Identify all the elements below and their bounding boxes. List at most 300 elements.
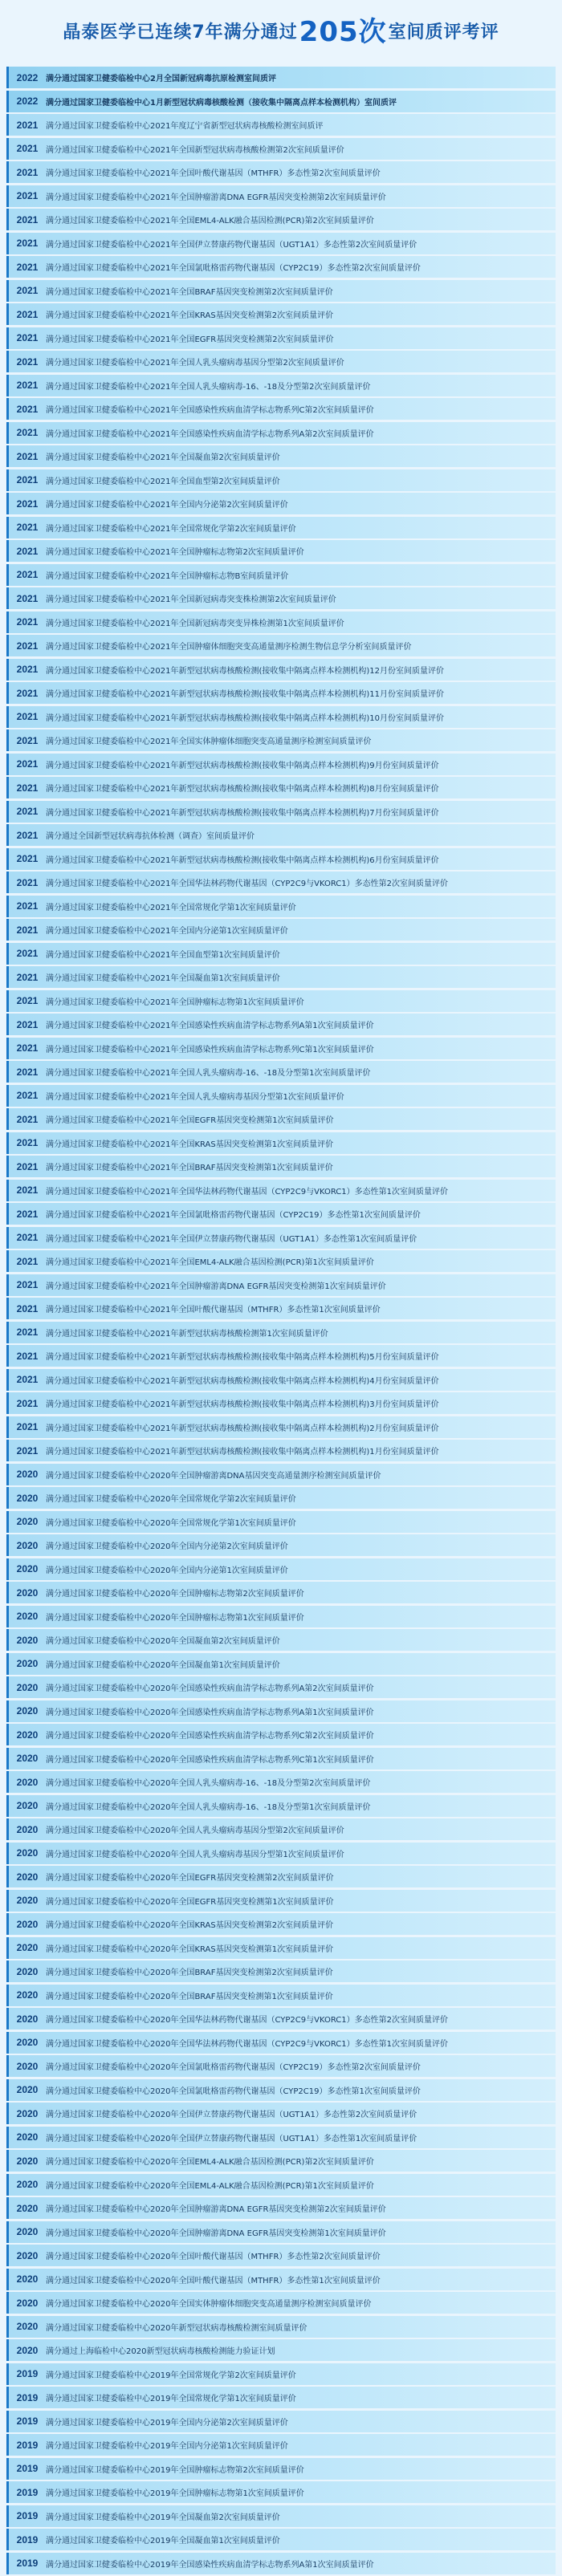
list-item-year: 2020 (16, 1800, 39, 1811)
list-item (6, 2529, 556, 2550)
list-item-text: 满分通过国家卫健委临检中心2020年全国伊立替康药物代谢基因（UGT1A1）多态性第1次室间质量评价 (46, 2134, 417, 2143)
list-item-year: 2021 (16, 734, 39, 746)
list-item (6, 1771, 556, 1793)
list-item (6, 1108, 556, 1130)
list-item-text: 满分通过国家卫健委临检中心2021年全国氯吡格雷药物代谢基因（CYP2C19）多态性第2次室间质量评价 (46, 264, 421, 273)
list-item-year: 2021 (16, 427, 39, 438)
list-item-text: 满分通过国家卫健委临检中心2020年全国内分泌第2次室间质量评价 (46, 1542, 288, 1551)
list-item-year: 2021 (16, 616, 39, 628)
list-item-text: 满分通过国家卫健委临检中心2020年全国常规化学第2次室间质量评价 (46, 1495, 296, 1504)
list-item-year: 2019 (16, 2391, 39, 2403)
list-item-year: 2021 (16, 569, 39, 580)
list-item-text: 满分通过国家卫健委临检中心2021年全国BRAF基因突变检测第2次室间质量评价 (46, 287, 333, 297)
list-item (6, 2387, 556, 2408)
list-item-year: 2021 (16, 1397, 39, 1409)
list-item (6, 303, 556, 325)
list-item (6, 848, 556, 870)
list-item (6, 2197, 556, 2219)
list-item-text: 满分通过国家卫健委临检中心2019年全国凝血第1次室间质量评价 (46, 2537, 280, 2546)
list-item-year: 2020 (16, 1705, 39, 1717)
list-item-text: 满分通过国家卫健委临检中心2020年全国实体肿瘤体细胞突变高通量测序检测室间质量评价 (46, 2300, 372, 2309)
list-item (6, 1274, 556, 1296)
list-item-text: 满分通过国家卫健委临检中心2021年全国内分泌第2次室间质量评价 (46, 501, 288, 510)
list-item-year: 2019 (16, 2439, 39, 2451)
list-item-text: 满分通过国家卫健委临检中心2021年新型冠状病毒核酸检测(接收集中隔离点样本检测机构)8月份室间质量评价 (46, 785, 439, 794)
list-item (6, 659, 556, 681)
list-item-text: 满分通过国家卫健委临检中心2019年全国内分泌第2次室间质量评价 (46, 2418, 288, 2428)
list-item-text: 满分通过国家卫健委临检中心2021年新型冠状病毒核酸检测(接收集中隔离点样本检测机构)4月份室间质量评价 (46, 1376, 439, 1386)
list-item (6, 2434, 556, 2456)
list-item (6, 1156, 556, 1177)
list-item-year: 2021 (16, 900, 39, 912)
list-item (6, 493, 556, 514)
list-item-text: 满分通过国家卫健委临检中心2021年新型冠状病毒核酸检测(接收集中隔离点样本检测机构)5月份室间质量评价 (46, 1353, 439, 1362)
list-item-text: 满分通过国家卫健委临检中心2021年全国感染性疾病血清学标志物系列A第2次室间质量评价 (46, 429, 374, 439)
list-item-year: 2021 (16, 1113, 39, 1125)
list-item (6, 209, 556, 230)
list-item-text: 满分通过国家卫健委临检中心2021年全国华法林药物代谢基因（CYP2C9与VKORC1）多态性第1次室间质量评价 (46, 1187, 448, 1197)
list-item-year: 2020 (16, 2013, 39, 2025)
list-item (6, 872, 556, 893)
list-item-year: 2020 (16, 1516, 39, 1527)
list-item-text: 满分通过国家卫健委临检中心2021年全国新冠病毒突变株检测第2次室间质量评价 (46, 595, 336, 604)
list-item (6, 469, 556, 491)
list-item-year: 2020 (16, 1895, 39, 1906)
list-item-text: 满分通过国家卫健委临检中心2021年新型冠状病毒核酸检测(接收集中隔离点样本检测机构)1月份室间质量评价 (46, 1448, 439, 1457)
list-item-text: 满分通过国家卫健委临检中心2021年全国肿瘤游离DNA EGFR基因突变检测第1次室间质量评价 (46, 1282, 386, 1291)
list-item (6, 1534, 556, 1556)
list-item-year: 2019 (16, 2463, 39, 2474)
list-item-text: 满分通过国家卫健委临检中心2021年新型冠状病毒核酸检测(接收集中隔离点样本检测机构)10月份室间质量评价 (46, 713, 444, 723)
list-item-year: 2020 (16, 1871, 39, 1883)
list-item-year: 2021 (16, 380, 39, 391)
list-item-year: 2019 (16, 2533, 39, 2546)
list-item-text: 满分通过国家卫健委临检中心2020年全国人乳头瘤病毒基因分型第2次室间质量评价 (46, 1826, 344, 1835)
page-title (0, 0, 562, 61)
list-item (6, 1487, 556, 1509)
list-item-text: 满分通过国家卫健委临检中心2020年全国感染性疾病血清学标志物系列A第2次室间质量评价 (46, 1684, 374, 1693)
list-item-text: 满分通过国家卫健委临检中心2021年全国实体肿瘤体细胞突变高通量测序检测室间质量评价 (46, 737, 372, 746)
list-item-text: 满分通过国家卫健委临检中心2021年全国感染性疾病血清学标志物系列C第2次室间质量评价 (46, 406, 374, 415)
title-prefix: 晶泰医学已连续7年满分通过 (63, 22, 298, 43)
list-item (6, 2055, 556, 2077)
list-item-year: 2021 (16, 1444, 39, 1457)
list-item-year: 2021 (16, 356, 39, 368)
list-item (6, 1392, 556, 1414)
list-item (6, 2363, 556, 2385)
list-item-text: 满分通过国家卫健委临检中心2021年新型冠状病毒核酸检测(接收集中隔离点样本检测机构)2月份室间质量评价 (46, 1424, 439, 1433)
list-item (6, 1250, 556, 1272)
list-item-year: 2020 (16, 2321, 39, 2332)
list-item (6, 1203, 556, 1225)
list-item-text: 满分通过国家卫健委临检中心2021年新型冠状病毒核酸检测(接收集中隔离点样本检测机构)9月份室间质量评价 (46, 761, 439, 770)
list-item-text: 满分通过国家卫健委临检中心2021年全国叶酸代谢基因（MTHFR）多态性第1次室间质量评价 (46, 1306, 381, 1314)
list-item-year: 2020 (16, 2297, 39, 2309)
list-item-text: 满分通过国家卫健委临检中心2019年全国肿瘤标志物第1次室间质量评价 (46, 2489, 304, 2498)
list-item-text: 满分通过国家卫健委临检中心2021年全国凝血第1次室间质量评价 (46, 974, 280, 983)
list-item-year: 2021 (16, 1160, 39, 1172)
list-item (6, 2079, 556, 2101)
list-item-text: 满分通过国家卫健委临检中心2021年全国人乳头瘤病毒-16、-18及分型第1次室间质量评价 (46, 1069, 371, 1078)
list-item (6, 67, 556, 88)
list-item-year: 2021 (16, 450, 39, 462)
list-item-text: 满分通过国家卫健委临检中心2020年全国感染性疾病血清学标志物系列C第2次室间质量评价 (46, 1732, 374, 1741)
list-item (6, 1700, 556, 1722)
list-item (6, 1298, 556, 1319)
list-item (6, 729, 556, 751)
list-item-text: 满分通过国家卫健委临检中心2021年新型冠状病毒核酸检测(接收集中隔离点样本检测机构)11月份室间质量评价 (46, 690, 444, 699)
list-item-text: 满分通过国家卫健委临检中心2021年全国血型第2次室间质量评价 (46, 477, 280, 486)
list-item-text: 满分通过国家卫健委临检中心2021年全国感染性疾病血清学标志物系列C第1次室间质量评价 (46, 1045, 374, 1054)
list-item-text: 满分通过国家卫健委临检中心2020年全国华法林药物代谢基因（CYP2C9与VKORC1）多态性第1次室间质量评价 (46, 2039, 448, 2049)
list-item-text: 满分通过国家卫健委临检中心2021年全国肿瘤标志物第1次室间质量评价 (46, 997, 304, 1007)
list-item-text: 满分通过国家卫健委临检中心2021年全国KRAS基因突变检测第1次室间质量评价 (46, 1140, 334, 1149)
list-item-text: 满分通过国家卫健委临检中心2020年全国常规化学第1次室间质量评价 (46, 1518, 296, 1528)
list-item-year: 2021 (16, 261, 39, 273)
list-item-year: 2020 (16, 1989, 39, 2001)
list-item-text: 满分通过国家卫健委临检中心2021年全国BRAF基因突变检测第1次室间质量评价 (46, 1164, 333, 1172)
list-item-text: 满分通过国家卫健委临检中心2020年全国EML4-ALK融合基因检测(PCR)第1次室间质量评价 (46, 2181, 374, 2191)
list-item-text: 满分通过国家卫健委临检中心1月新型冠状病毒核酸检测（接收集中隔离点样本检测机构）室间质评 (46, 98, 397, 108)
list-item-text: 满分通过全国新型冠状病毒抗体检测（调查）室间质量评价 (46, 832, 255, 841)
list-item (6, 1913, 556, 1935)
list-item (6, 754, 556, 775)
list-item-year: 2021 (16, 1042, 39, 1054)
list-item-text: 满分通过国家卫健委临检中心2020年全国EGFR基因突变检测第2次室间质量评价 (46, 1874, 334, 1883)
list-item-text: 满分通过国家卫健委临检中心2021年新型冠状病毒核酸检测(接收集中隔离点样本检测机构)12月份室间质量评价 (46, 666, 444, 676)
list-item-year: 2021 (16, 971, 39, 983)
list-item-year: 2020 (16, 2226, 39, 2237)
list-item-year: 2021 (16, 1302, 39, 1314)
list-item (6, 564, 556, 586)
list-item-text: 满分通过国家卫健委临检中心2021年全国华法林药物代谢基因（CYP2C9与VKORC1）多态性第2次室间质量评价 (46, 880, 448, 888)
list-item (6, 2505, 556, 2527)
list-item (6, 919, 556, 941)
list-item-text: 满分通过国家卫健委临检中心2021年全国常规化学第2次室间质量评价 (46, 524, 296, 534)
list-item-text: 满分通过国家卫健委临检中心2020年全国感染性疾病血清学标志物系列C第1次室间质量评价 (46, 1755, 374, 1765)
list-item-text: 满分通过国家卫健委临检中心2020年全国KRAS基因突变检测第1次室间质量评价 (46, 1944, 334, 1954)
list-item-year: 2021 (16, 640, 39, 652)
list-item (6, 256, 556, 278)
list-item-year: 2021 (16, 1208, 39, 1220)
list-item-text: 满分通过国家卫健委临检中心2020年全国KRAS基因突变检测第2次室间质量评价 (46, 1921, 334, 1930)
list-item-text: 满分通过国家卫健委临检中心2020年全国伊立替康药物代谢基因（UGT1A1）多态性第2次室间质量评价 (46, 2111, 417, 2119)
list-item (6, 2127, 556, 2148)
list-item-year: 2021 (16, 948, 39, 959)
list-item-text: 满分通过国家卫健委临检中心2020年全国EGFR基因突变检测第1次室间质量评价 (46, 1897, 334, 1907)
list-item-year: 2020 (16, 2107, 39, 2119)
list-item-text: 满分通过国家卫健委临检中心2021年全国常规化学第1次室间质量评价 (46, 903, 296, 912)
list-item (6, 682, 556, 704)
list-item-year: 2021 (16, 1279, 39, 1290)
list-item (6, 2481, 556, 2503)
list-item-year: 2020 (16, 1587, 39, 1599)
list-item (6, 2221, 556, 2243)
list-item (6, 1843, 556, 1864)
list-item-year: 2021 (16, 924, 39, 936)
list-item-text: 满分通过国家卫健委临检中心2021年全国叶酸代谢基因（MTHFR）多态性第2次室间质量评价 (46, 169, 381, 178)
list-item (6, 1748, 556, 1769)
list-item-year: 2021 (16, 166, 39, 178)
list-item-year: 2020 (16, 2344, 39, 2356)
list-item (6, 2553, 556, 2574)
list-item-year: 2021 (16, 143, 39, 154)
list-item-year: 2021 (16, 1184, 39, 1196)
list-item (6, 1937, 556, 1959)
list-item-text: 满分通过国家卫健委临检中心2020年全国人乳头瘤病毒基因分型第1次室间质量评价 (46, 1850, 344, 1859)
list-item-year: 2021 (16, 758, 39, 770)
list-item (6, 2174, 556, 2196)
list-item-year: 2021 (16, 308, 39, 320)
list-item (6, 185, 556, 207)
list-item (6, 966, 556, 988)
list-item (6, 801, 556, 823)
list-item-year: 2021 (16, 1090, 39, 1101)
list-item-year: 2022 (16, 71, 39, 83)
list-item-text: 满分通过国家卫健委临检中心2021年新型冠状病毒核酸检测(接收集中隔离点样本检测机构)3月份室间质量评价 (46, 1400, 439, 1409)
list-item (6, 2150, 556, 2172)
list-item (6, 1132, 556, 1154)
list-item-year: 2020 (16, 1658, 39, 1669)
list-item (6, 1606, 556, 1627)
list-item (6, 1322, 556, 1343)
list-item-year: 2019 (16, 2368, 39, 2379)
list-item-text: 满分通过国家卫健委临检中心2021年全国感染性疾病血清学标志物系列A第1次室间质量评价 (46, 1022, 374, 1030)
list-item (6, 2103, 556, 2124)
list-item-year: 2021 (16, 711, 39, 722)
list-item-year: 2019 (16, 2558, 39, 2569)
list-item-text: 满分通过国家卫健委临检中心2021年全国新冠病毒突变异株检测第1次室间质量评价 (46, 619, 344, 628)
list-item-year: 2020 (16, 2155, 39, 2167)
list-item-text: 满分通过国家卫健委临检中心2021年新型冠状病毒核酸检测(接收集中隔离点样本检测机构)7月份室间质量评价 (46, 808, 439, 818)
list-item-year: 2020 (16, 1469, 39, 1480)
list-item (6, 943, 556, 965)
list-item (6, 1582, 556, 1603)
list-item (6, 1960, 556, 1982)
list-item (6, 824, 556, 846)
list-item (6, 233, 556, 254)
list-item-text: 满分通过国家卫健委临检中心2021年全国EML4-ALK融合基因检测(PCR)第1次室间质量评价 (46, 1258, 374, 1267)
list-item-year: 2021 (16, 1350, 39, 1362)
list-item (6, 2245, 556, 2266)
list-item-text: 满分通过国家卫健委临检中心2020年全国叶酸代谢基因（MTHFR）多态性第2次室间质量评价 (46, 2253, 381, 2261)
list-item-text: 满分通过国家卫健委临检中心2020年全国BRAF基因突变检测第1次室间质量评价 (46, 1992, 333, 2001)
list-item-year: 2020 (16, 1634, 39, 1646)
list-item-year: 2020 (16, 2131, 39, 2143)
list-item-year: 2020 (16, 2060, 39, 2072)
list-item (6, 1629, 556, 1651)
list-item-year: 2021 (16, 995, 39, 1006)
list-item (6, 398, 556, 420)
list-item-year: 2021 (16, 1327, 39, 1338)
list-item-year: 2019 (16, 2416, 39, 2427)
list-item-year: 2021 (16, 853, 39, 864)
list-item (6, 1985, 556, 2006)
list-item-text: 满分通过国家卫健委临检中心2020年全国肿瘤游离DNA EGFR基因突变检测第1次室间质量评价 (46, 2229, 386, 2238)
list-item (6, 2292, 556, 2314)
list-item (6, 540, 556, 562)
list-item-year: 2021 (16, 545, 39, 557)
list-item (6, 1795, 556, 1817)
list-item (6, 1464, 556, 1485)
list-item-text: 满分通过国家卫健委临检中心2019年全国内分泌第1次室间质量评价 (46, 2442, 288, 2451)
list-item (6, 2316, 556, 2338)
list-item (6, 517, 556, 538)
list-item-year: 2021 (16, 285, 39, 296)
list-item-year: 2020 (16, 2249, 39, 2261)
list-item (6, 706, 556, 728)
list-item (6, 611, 556, 633)
list-item (6, 1345, 556, 1367)
title-suffix: 室间质评考评 (388, 22, 499, 43)
list-item-year: 2021 (16, 1255, 39, 1267)
list-item-text: 满分通过国家卫健委临检中心2021年全国EML4-ALK融合基因检测(PCR)第2次室间质量评价 (46, 217, 374, 226)
list-item (6, 1511, 556, 1533)
list-item-text: 满分通过国家卫健委临检中心2020年全国人乳头瘤病毒-16、-18及分型第2次室间质量评价 (46, 1779, 371, 1788)
list-item (6, 1416, 556, 1438)
list-item (6, 1724, 556, 1745)
list-item (6, 280, 556, 302)
list-item (6, 1653, 556, 1675)
list-item-year: 2021 (16, 403, 39, 415)
list-item-year: 2020 (16, 1681, 39, 1693)
list-item-year: 2021 (16, 1137, 39, 1148)
list-item-year: 2021 (16, 592, 39, 604)
list-item (6, 1866, 556, 1887)
list-item-text: 满分通过国家卫健委临检中心2020年全国凝血第1次室间质量评价 (46, 1660, 280, 1670)
list-item-year: 2020 (16, 1729, 39, 1741)
list-item-text: 满分通过国家卫健委临检中心2020年全国BRAF基因突变检测第2次室间质量评价 (46, 1969, 333, 1977)
list-item-year: 2021 (16, 238, 39, 249)
list-item-year: 2022 (16, 95, 39, 107)
list-item-year: 2020 (16, 1918, 39, 1930)
list-item-year: 2020 (16, 2179, 39, 2190)
list-item (6, 2411, 556, 2432)
list-item-year: 2021 (16, 829, 39, 841)
list-item-year: 2021 (16, 687, 39, 699)
list-item (6, 1227, 556, 1249)
list-item (6, 445, 556, 467)
list-item-year: 2021 (16, 1374, 39, 1385)
list-item-text: 满分通过国家卫健委临检中心2019年全国感染性疾病血清学标志物系列A第1次室间质量评价 (46, 2560, 374, 2570)
list-item-year: 2021 (16, 522, 39, 533)
list-item-text: 满分通过国家卫健委临检中心2021年全国内分泌第1次室间质量评价 (46, 927, 288, 936)
list-item-text: 满分通过国家卫健委临检中心2021年全国伊立替康药物代谢基因（UGT1A1）多态性第2次室间质量评价 (46, 240, 417, 250)
list-item-text: 满分通过国家卫健委临检中心2020年全国氯吡格雷药物代谢基因（CYP2C19）多态性第1次室间质量评价 (46, 2086, 421, 2096)
list-item (6, 990, 556, 1012)
list-item-text: 满分通过国家卫健委临检中心2021年全国肿瘤体细胞突变高通量测序检测生物信息学分析室间质量评价 (46, 643, 412, 652)
list-item (6, 351, 556, 372)
list-item-text: 满分通过国家卫健委临检中心2021年全国人乳头瘤病毒基因分型第2次室间质量评价 (46, 359, 344, 368)
list-item-text: 满分通过国家卫健委临检中心2021年全国人乳头瘤病毒基因分型第1次室间质量评价 (46, 1092, 344, 1102)
list-item-text: 满分通过国家卫健委临检中心2020年全国肿瘤游离DNA基因突变高通量测序检测室间质量评价 (46, 1471, 381, 1481)
list-item (6, 1440, 556, 1461)
list-item (6, 2008, 556, 2030)
list-item-year: 2021 (16, 190, 39, 201)
list-item-year: 2021 (16, 1421, 39, 1432)
list-item-year: 2021 (16, 806, 39, 817)
list-item-year: 2021 (16, 1232, 39, 1243)
list-item-text: 满分通过国家卫健委临检中心2020年全国叶酸代谢基因（MTHFR）多态性第1次室间质量评价 (46, 2276, 381, 2285)
list-item-year: 2021 (16, 782, 39, 794)
list-item-year: 2021 (16, 474, 39, 486)
list-item-year: 2021 (16, 876, 39, 888)
list-item (6, 2032, 556, 2054)
list-item (6, 896, 556, 917)
list-item-year: 2020 (16, 1776, 39, 1788)
list-item-text: 满分通过国家卫健委临检中心2021年全国肿瘤标志物第2次室间质量评价 (46, 548, 304, 557)
list-item (6, 327, 556, 349)
list-item (6, 1818, 556, 1840)
title-count: 205次 (299, 15, 387, 48)
list-item (6, 777, 556, 798)
list-item-year: 2020 (16, 2273, 39, 2285)
list-item-text: 满分通过国家卫健委临检中心2021年全国肿瘤游离DNA EGFR基因突变检测第2次室间质量评价 (46, 193, 386, 202)
list-item (6, 1558, 556, 1580)
list-item-year: 2020 (16, 1823, 39, 1835)
list-item-year: 2021 (16, 213, 39, 226)
list-item-text: 满分通过国家卫健委临检中心2020年全国肿瘤标志物第1次室间质量评价 (46, 1613, 304, 1623)
list-item-year: 2021 (16, 332, 39, 343)
list-item-year: 2020 (16, 1753, 39, 1764)
list-item-text: 满分通过国家卫健委临检中心2021年全国人乳头瘤病毒-16、-18及分型第2次室间质量评价 (46, 382, 371, 392)
list-item-text: 满分通过国家卫健委临检中心2021年全国血型第1次室间质量评价 (46, 950, 280, 960)
list-item-text: 满分通过国家卫健委临检中心2021年度辽宁省新型冠状病毒核酸检测室间质评 (46, 122, 324, 131)
list-item (6, 1085, 556, 1107)
list-item (6, 1014, 556, 1035)
list-item-year: 2021 (16, 498, 39, 510)
list-item-text: 满分通过国家卫健委临检中心2月全国新冠病毒抗原检测室间质评 (46, 75, 276, 83)
list-item-year: 2020 (16, 1611, 39, 1622)
list-item-year: 2020 (16, 1492, 39, 1504)
list-item-text: 满分通过国家卫健委临检中心2021年全国伊立替康药物代谢基因（UGT1A1）多态性第1次室间质量评价 (46, 1234, 417, 1244)
list-item-year: 2021 (16, 664, 39, 675)
list-item (6, 114, 556, 136)
list-item (6, 161, 556, 183)
list-item-text: 满分通过国家卫健委临检中心2021年全国EGFR基因突变检测第1次室间质量评价 (46, 1116, 334, 1125)
list-item-text: 满分通过国家卫健委临检中心2021年全国凝血第2次室间质量评价 (46, 453, 280, 462)
list-item-text: 满分通过国家卫健委临检中心2020年新型冠状病毒核酸检测室间质量评价 (46, 2323, 307, 2333)
list-item (6, 2269, 556, 2290)
list-item-year: 2020 (16, 1563, 39, 1574)
list-item-text: 满分通过国家卫健委临检中心2020年全国内分泌第1次室间质量评价 (46, 1566, 288, 1575)
list-item-text: 满分通过国家卫健委临检中心2020年全国人乳头瘤病毒-16、-18及分型第1次室间质量评价 (46, 1802, 371, 1812)
list-item (6, 1180, 556, 1201)
list-item (6, 2339, 556, 2361)
list-item-year: 2019 (16, 2486, 39, 2498)
list-item (6, 2458, 556, 2480)
award-list (6, 67, 556, 2576)
list-item (6, 1676, 556, 1698)
list-item-text: 满分通过国家卫健委临检中心2020年全国肿瘤标志物第2次室间质量评价 (46, 1590, 304, 1599)
list-item-year: 2020 (16, 2202, 39, 2214)
list-item-year: 2020 (16, 1965, 39, 1977)
list-item-text: 满分通过国家卫健委临检中心2019年全国凝血第2次室间质量评价 (46, 2513, 280, 2522)
list-item (6, 1890, 556, 1912)
list-item-text: 满分通过国家卫健委临检中心2020年全国EML4-ALK融合基因检测(PCR)第2次室间质量评价 (46, 2158, 374, 2167)
list-item (6, 1369, 556, 1391)
list-item-year: 2021 (16, 119, 39, 131)
list-item-text: 满分通过国家卫健委临检中心2021年全国KRAS基因突变检测第2次室间质量评价 (46, 311, 334, 320)
list-item (6, 635, 556, 656)
list-item-text: 满分通过上海临检中心2020新型冠状病毒核酸检测能力验证计划 (46, 2347, 275, 2356)
list-item-text: 满分通过国家卫健委临检中心2019年全国常规化学第2次室间质量评价 (46, 2371, 296, 2380)
list-item-text: 满分通过国家卫健委临检中心2021年新型冠状病毒核酸检测第1次室间质量评价 (46, 1329, 328, 1339)
list-item-year: 2020 (16, 1847, 39, 1859)
list-item-text: 满分通过国家卫健委临检中心2021年全国新型冠状病毒核酸检测第2次室间质量评价 (46, 145, 344, 155)
list-item-year: 2021 (16, 1018, 39, 1030)
list-item-text: 满分通过国家卫健委临检中心2019年全国常规化学第1次室间质量评价 (46, 2395, 296, 2403)
